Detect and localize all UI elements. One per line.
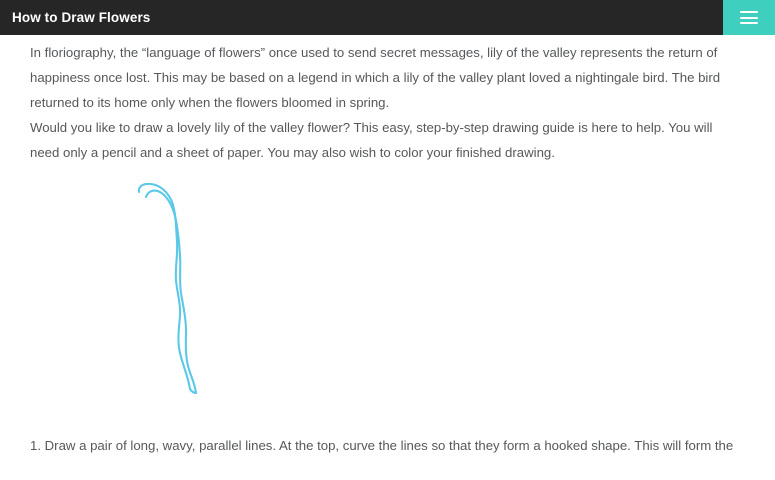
page-title: How to Draw Flowers: [12, 10, 151, 25]
site-header: [0, 0, 775, 35]
illustration-figure: [0, 183, 775, 433]
step-instruction-text: 1. Draw a pair of long, wavy, parallel lines. At the top, curve the lines so that they form a hooked shape. This will form the: [30, 438, 734, 453]
hamburger-menu-icon: [740, 11, 758, 24]
menu-button[interactable]: [723, 0, 775, 35]
article-paragraph: Would you like to draw a lovely lily of the valley flower? This easy, step-by-step drawing guide is here to help. You will need only a pencil and a sheet of paper. You may also wish to color your finished drawing.: [30, 120, 713, 160]
article-content: [0, 35, 775, 458]
lily-of-the-valley-step-1-stem-sketch: [0, 183, 775, 433]
article-paragraph: In floriography, the “language of flowers” once used to send secret messages, lily of the valley represents the return of happiness once lost. This may be based on a legend in which a lily of the valley plant loved a nightingale bird. The bird returned to its home only when the flowers bloomed in spring.: [30, 45, 721, 110]
